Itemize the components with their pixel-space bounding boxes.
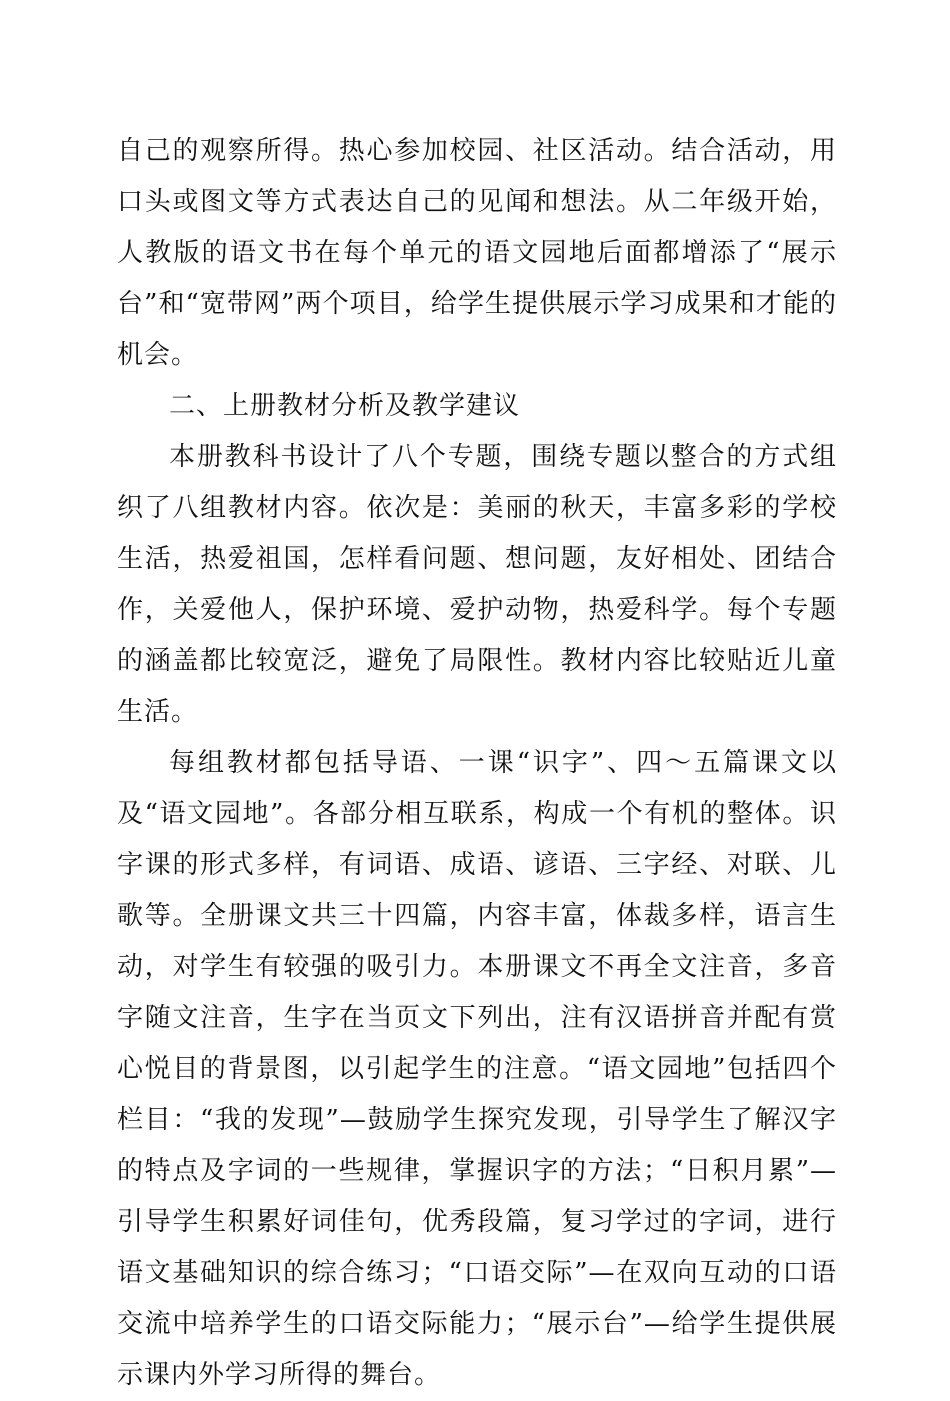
paragraph-continuation: 自己的观察所得。热心参加校园、社区活动。结合活动，用口头或图文等方式表达自己的见闻和想法。从二年级开始，人教版的语文书在每个单元的语文园地后面都增添了“展示台”和“宽带网”两个项目，给学生提供展示学习成果和才能的机会。 [117, 136, 837, 370]
paragraph-topics: 本册教科书设计了八个专题，围绕专题以整合的方式组织了八组教材内容。依次是：美丽的秋天，丰富多彩的学校生活，热爱祖国，怎样看问题、想问题，友好相处、团结合作，关爱他人，保护环境、爱护动物，热爱科学。每个专题的涵盖都比较宽泛，避免了局限性。教材内容比较贴近儿童生活。 [117, 442, 837, 727]
document-body [117, 126, 837, 1401]
paragraph-materials: 每组教材都包括导语、一课“识字”、四～五篇课文以及“语文园地”。各部分相互联系，构成一个有机的整体。识字课的形式多样，有词语、成语、谚语、三字经、对联、儿歌等。全册课文共三十四篇，内容丰富，体裁多样，语言生动，对学生有较强的吸引力。本册课文不再全文注音，多音字随文注音，生字在当页文下列出，注有汉语拼音并配有赏心悦目的背景图，以引起学生的注意。“语文园地”包括四个栏目：“我的发现”—鼓励学生探究发现，引导学生了解汉字的特点及字词的一些规律，掌握识字的方法；“日积月累”—引导学生积累好词佳句，优秀段篇，复习学过的字词，进行语文基础知识的综合练习；“口语交际”—在双向互动的口语交流中培养学生的口语交际能力；“展示台”—给学生提供展示课内外学习所得的舞台。 [117, 748, 837, 1390]
section-heading: 二、上册教材分析及教学建议 [169, 391, 521, 421]
